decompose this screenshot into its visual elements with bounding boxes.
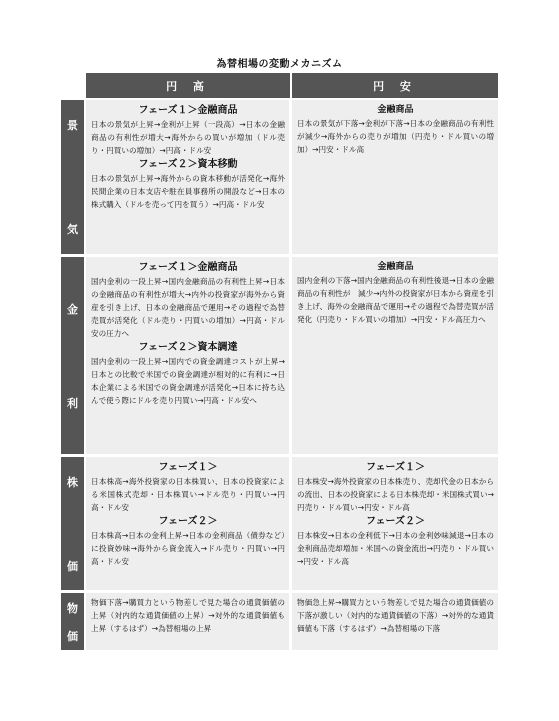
cell-text: 物価急上昇→購買力という物差しで見た場合の通貨価値の下落が激しい（対内的な通貨価値の下落）→対外的な通貨価値も下落（するはず）→為替相場の下落 <box>297 598 494 633</box>
row-stock <box>61 457 498 593</box>
row-header-economy <box>61 100 86 257</box>
phase-title: フェーズ２＞ <box>366 516 425 527</box>
phase-title: フェーズ２＞資本調達 <box>138 342 238 353</box>
cell-prices-yen-high <box>86 593 292 653</box>
mechanism-table <box>61 73 498 653</box>
cell-text: 日本株安→海外投資家の日本株売り、売却代金の日本からの流出、日本の投資家による日本株売却・米国株式買い→円売り・ドル買い→円安・ドル高 <box>297 477 494 512</box>
cell-interest-yen-low <box>292 257 498 457</box>
corner-cell <box>61 73 86 100</box>
phase-title: 金融商品 <box>377 262 414 272</box>
header-row <box>61 73 498 100</box>
row-label-bottom: 利 <box>67 396 78 410</box>
phase-title: フェーズ２＞資本移動 <box>138 159 238 170</box>
row-label-bottom: 価 <box>67 629 78 643</box>
cell-text: 日本の景気が下落→金利が下落→日本の金融商品の有利性が減少→海外からの売りが増加（円売り・ドル買いの増加）→円安・ドル高 <box>297 119 494 154</box>
column-header-yen-low: 円 安 <box>292 73 498 100</box>
cell-stock-yen-low <box>292 457 498 593</box>
cell-prices-yen-low <box>292 593 498 653</box>
row-label-bottom: 気 <box>67 223 78 236</box>
cell-economy-yen-low <box>292 100 498 257</box>
phase-title: 金融商品 <box>377 105 414 115</box>
phase-title: フェーズ１＞金融商品 <box>138 262 238 273</box>
cell-text: 国内金利の一段上昇→国内での資金調達コストが上昇→日本との比較で米国での資金調達が相対的に有利に→日本企業による米国での資金調達が活発化→日本に持ち込んで使う際にドルを売り円買い→円高・ドル安へ <box>91 357 285 405</box>
cell-text: 日本の景気が上昇→金利が上昇（一段高）→日本の金融商品の有利性が増大→海外からの買いが増加（ドル売り・円買いの増加）→円高・ドル安 <box>91 120 285 155</box>
cell-text: 日本の景気が上昇→海外からの資本移動が活発化→海外民間企業の日本支店や駐在員事務所の開設など→日本の株式購入（ドルを売って円を買う）→円高・ドル安 <box>91 174 285 209</box>
phase-title: フェーズ２＞ <box>158 516 218 527</box>
phase-title: フェーズ１＞ <box>158 462 218 473</box>
page-title: 為替相場の変動メカニズム <box>216 59 343 70</box>
cell-stock-yen-high <box>86 457 292 593</box>
cell-economy-yen-high <box>86 100 292 257</box>
phase-title: フェーズ１＞ <box>366 462 425 473</box>
cell-text: 国内金利の一段上昇→国内金融商品の有利性上昇→日本の金融商品の有利性が増大→内外の投資家が海外から資産を引き上げ、日本の金融商品で運用→その過程で為替売買が活発化（ドル売り・円買いの増加）→円高・ドル安の圧力へ <box>91 277 285 338</box>
cell-text: 国内金利の下落→国内金融商品の有利性後退→日本の金融商品の有利性が 減少→内外の投資家が日本から資産を引き上げ、海外の金融商品で運用→その過程で為替売買が活発化（円売り・ドル買いの増加）→円安・ドル高圧力へ <box>297 276 494 324</box>
row-header-prices <box>61 593 86 653</box>
row-label-top: 景 <box>67 119 78 132</box>
cell-text: 日本株高→海外投資家の日本株買い、日本の投資家による米国株式売却・日本株買い→ドル売り・円買い→円高・ドル安 <box>91 477 285 512</box>
row-label-bottom: 価 <box>67 559 78 573</box>
row-label-top: 物 <box>67 601 78 615</box>
cell-text: 日本株高→日本の金利上昇→日本の金利商品（債券など）に投資妙味→海外から資金流入→ドル売り・円買い→円高・ドル安 <box>91 531 285 566</box>
row-economy <box>61 100 498 257</box>
column-header-yen-high: 円 高 <box>86 73 292 100</box>
row-header-stock <box>61 457 86 593</box>
cell-text: 物価下落→購買力という物差しで見た場合の通貨価値の上昇（対内的な通貨価値の上昇）→対外的な通貨価値も上昇（するはず）→為替相場の上昇 <box>91 598 285 633</box>
row-label-top: 金 <box>67 302 78 316</box>
row-prices <box>61 593 498 653</box>
phase-title: フェーズ１＞金融商品 <box>138 105 238 116</box>
row-label-top: 株 <box>67 475 78 489</box>
row-interest <box>61 257 498 457</box>
row-header-interest <box>61 257 86 457</box>
cell-text: 日本株安→日本の金利低下→日本の金利妙味減退→日本の金利商品売却増加・米国への資金流出→円売り・ドル買い→円安・ドル高 <box>297 531 494 566</box>
cell-interest-yen-high <box>86 257 292 457</box>
